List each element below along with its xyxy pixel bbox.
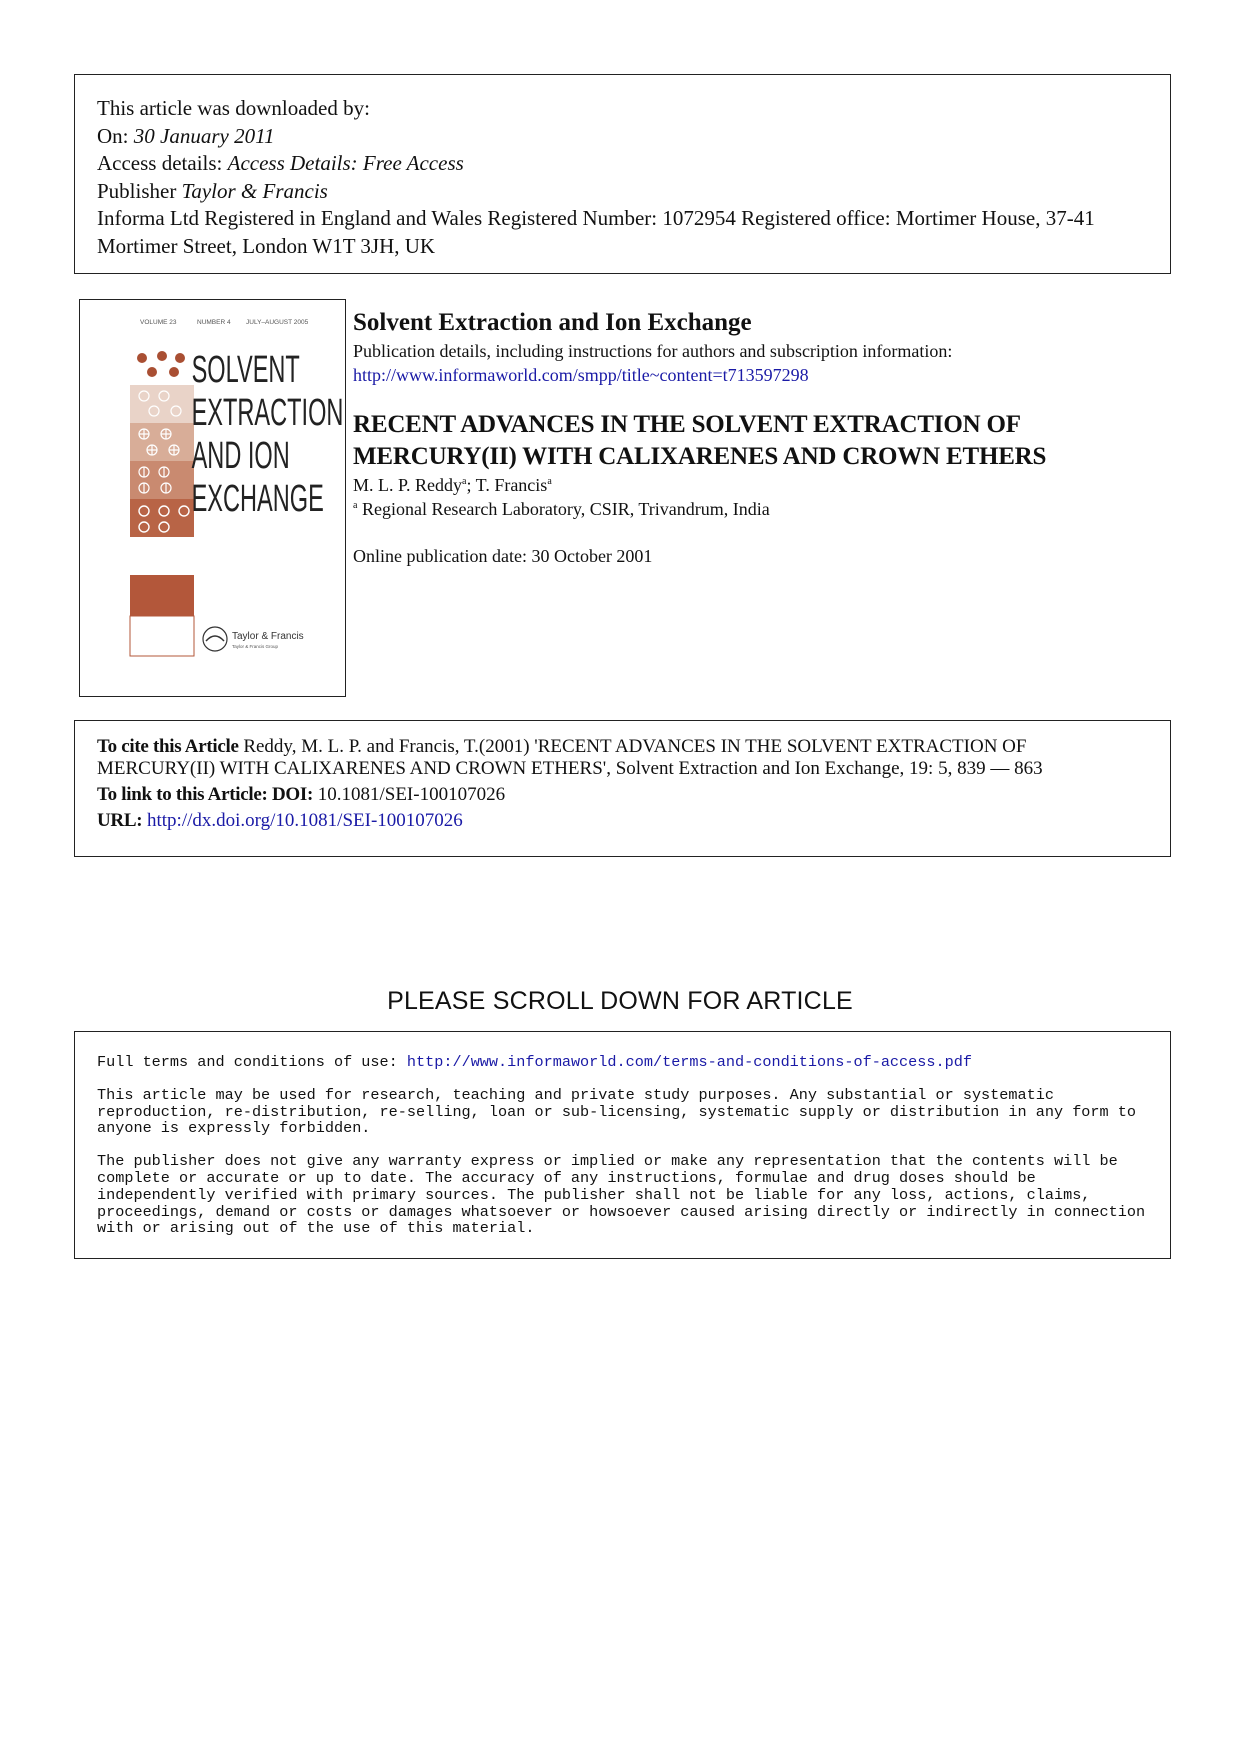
cover-date: JULY–AUGUST 2005 [246, 319, 309, 326]
cover-volume: VOLUME 23 [140, 319, 177, 326]
citation-box [74, 720, 1171, 857]
journal-title: Solvent Extraction and Ion Exchange [353, 309, 752, 336]
url-row [97, 810, 1148, 832]
cover-title [192, 347, 344, 519]
author-1: M. L. P. Reddy [353, 475, 463, 495]
author-1-affil-mark: a [462, 476, 467, 487]
article-title [353, 409, 1173, 473]
download-date-line [97, 123, 1148, 151]
download-info-box [74, 74, 1171, 274]
cover-block-4 [130, 461, 194, 499]
downloaded-by-text: This article was downloaded by: [97, 96, 370, 120]
svg-text:SOLVENT: SOLVENT [191, 347, 300, 391]
affiliation-text: Regional Research Laboratory, CSIR, Trivandrum, India [361, 499, 770, 519]
cite-text: Reddy, M. L. P. and Francis, T.(2001) 'RECENT ADVANCES IN THE SOLVENT EXTRACTION OF MERCURY(II) WITH CALIXARENES AND CROWN ETHERS', Solvent Extraction and Ion Exchange, 19: 5, 839 — 863 [97, 736, 1043, 779]
cover-lower-white [130, 616, 194, 656]
registration-text: Informa Ltd Registered in England and Wales Registered Number: 1072954 Registered office: Mortimer House, 37-41 Mortimer Street, London W1T 3JH, UK [97, 206, 1095, 258]
journal-info [353, 307, 1173, 568]
author-2-affil-mark: a [547, 476, 552, 487]
affiliation [353, 497, 1173, 521]
doi-label: To link to this Article: DOI: [97, 784, 313, 805]
download-date-value: 30 January 2011 [133, 123, 275, 148]
doi-row [97, 784, 1148, 806]
cover-block-2 [130, 385, 194, 423]
terms-url-link[interactable]: http://www.informaworld.com/terms-and-conditions-of-access.pdf [406, 1053, 972, 1071]
access-details-line [97, 150, 1148, 178]
online-publication-date: Online publication date: 30 October 2001 [353, 546, 653, 566]
author-2: T. Francis [475, 475, 548, 495]
svg-text:AND ION: AND ION [191, 433, 290, 477]
journal-cover-image [79, 299, 346, 697]
author-separator: ; [466, 475, 476, 495]
svg-text:EXCHANGE: EXCHANGE [191, 476, 324, 520]
download-date-label: On: [97, 123, 129, 148]
taylor-francis-logo [203, 627, 304, 651]
doi-url-link[interactable]: http://dx.doi.org/10.1081/SEI-100107026 [147, 810, 463, 831]
doi-value: 10.1081/SEI-100107026 [317, 784, 506, 805]
cover-logo-text: Taylor & Francis [232, 631, 304, 642]
authors [353, 473, 1173, 497]
cite-label: To cite this Article [97, 736, 239, 757]
journal-url-link[interactable]: http://www.informaworld.com/smpp/title~content=t713597298 [353, 365, 809, 385]
terms-disclaimer-paragraph: The publisher does not give any warranty express or implied or make any representation that the contents will be complete or accurate or up to date. The accuracy of any instructions, formulae and drug doses should be independently verified with primary sources. The publisher shall not be liable for any loss, actions, claims, proceedings, demand or costs or damages whatsoever or howsoever caused arising directly or indirectly in connection with or arising out of the use of this material. [97, 1152, 1146, 1238]
url-label: URL: [97, 810, 143, 831]
cover-lower-brown [130, 575, 194, 616]
publication-details-text: Publication details, including instructions for authors and subscription information: [353, 341, 953, 361]
terms-box [74, 1031, 1171, 1259]
terms-usage-paragraph: This article may be used for research, teaching and private study purposes. Any substantial or systematic reproduction, re-distribution, re-selling, loan or sub-licensing, systematic supply or distribution in any form to anyone is expressly forbidden. [97, 1085, 1136, 1138]
terms-label: Full terms and conditions of use: [97, 1053, 398, 1071]
svg-text:EXTRACTION: EXTRACTION [191, 390, 344, 434]
publisher-label: Publisher [97, 178, 177, 203]
article-title-line-1: RECENT ADVANCES IN THE SOLVENT EXTRACTION OF [353, 411, 1021, 438]
affiliation-mark: a [353, 500, 358, 511]
publisher-line [97, 178, 1148, 206]
article-title-line-2: MERCURY(II) WITH CALIXARENES AND CROWN ETHERS [353, 443, 1047, 470]
cover-logo-group: Taylor & Francis Group [232, 644, 279, 649]
publisher-value: Taylor & Francis [181, 178, 328, 203]
terms-line [97, 1054, 1148, 1071]
cite-row [97, 736, 1148, 780]
cover-artwork [80, 300, 344, 695]
access-details-label: Access details: [97, 151, 223, 175]
scroll-down-notice: PLEASE SCROLL DOWN FOR ARTICLE [387, 987, 853, 1015]
cover-block-3 [130, 423, 194, 461]
cover-number: NUMBER 4 [197, 319, 231, 326]
access-details-value: Access Details: Free Access [227, 151, 464, 175]
